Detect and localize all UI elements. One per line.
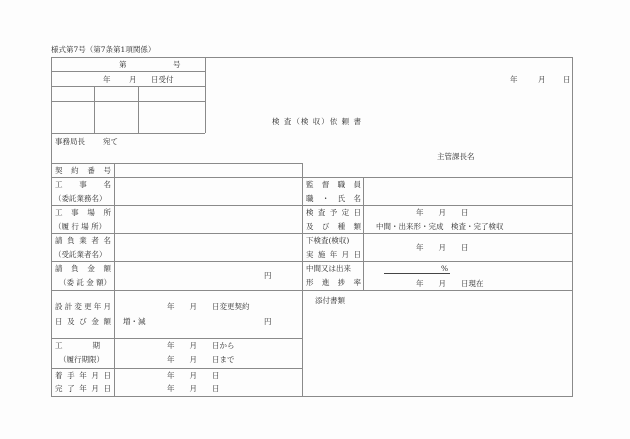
pre-inspect-field[interactable]	[364, 234, 572, 261]
receipt-year: 年	[103, 75, 111, 84]
label-work-name-sub: （委託業務名）	[54, 194, 107, 203]
label-work-place: 工 事 場 所	[55, 208, 111, 217]
addressee: 事務局長	[55, 137, 85, 146]
frame-bottom	[51, 396, 573, 397]
number-suffix: 号	[173, 60, 181, 69]
start-date-value: 年 月 日	[167, 371, 220, 380]
progress-pct-field[interactable]	[384, 262, 440, 273]
label-pre-inspect-sub: 実 施 年 月 日	[306, 250, 361, 259]
attachments-field[interactable]	[303, 306, 572, 396]
date-day: 日	[563, 75, 571, 84]
label-work-name: 工 事 名	[55, 180, 111, 189]
period-from: 年 月 日から	[167, 341, 235, 350]
pre-inspect-date: 年 月 日	[416, 243, 469, 252]
form-id: 様式第7号（第7条第1項関係）	[51, 45, 156, 54]
receipt-box-right	[205, 57, 206, 133]
label-design-change-sub: 日 及 び 金 額	[55, 317, 111, 326]
label-start-date: 着 手 年 月 日	[55, 371, 111, 380]
receipt-number-field[interactable]	[128, 58, 170, 70]
label-inspect-sched-sub: 及 び 種 類	[306, 222, 361, 231]
date-year: 年	[510, 75, 518, 84]
label-contract-no: 契 約 番 号	[55, 166, 111, 175]
attachments-label: 添付書類	[315, 296, 345, 305]
design-change-incdec: 増・減	[123, 317, 146, 326]
number-prefix: 第	[119, 60, 127, 69]
label-amount: 請 負 金 額	[55, 264, 111, 273]
period-to: 年 月 日まで	[167, 355, 235, 364]
label-supervisor: 監 督 職 員	[306, 180, 361, 189]
addressee-suffix: 宛て	[103, 137, 118, 146]
amount-unit: 円	[264, 271, 272, 280]
progress-underline	[384, 273, 450, 274]
supervisor-field[interactable]	[364, 178, 572, 205]
receipt-day: 日受付	[151, 75, 174, 84]
label-progress-sub: 形 進 捗 率	[306, 278, 361, 287]
stamp-cell-3[interactable]	[139, 102, 205, 133]
receipt-line	[51, 133, 205, 134]
date-month: 月	[538, 75, 546, 84]
label-period: 工 期	[55, 341, 100, 350]
stamp-cell-2[interactable]	[95, 102, 138, 133]
label-inspect-sched: 検 査 予 定 日	[306, 208, 361, 217]
label-pre-inspect: 下検査(検収)	[306, 236, 350, 245]
receipt-month: 月	[129, 75, 137, 84]
end-date-value: 年 月 日	[167, 384, 220, 393]
label-contractor: 請 負 業 者 名	[55, 236, 111, 245]
label-work-place-sub: （履 行 場 所）	[54, 222, 107, 231]
start-end-date-field[interactable]	[115, 369, 302, 396]
label-supervisor-sub: 職 ・ 氏 名	[306, 194, 361, 203]
label-progress: 中間又は出来	[306, 264, 351, 273]
design-change-field[interactable]	[115, 291, 302, 338]
inspect-sched-field[interactable]	[364, 206, 572, 233]
frame-right	[572, 57, 573, 396]
amount-field[interactable]	[115, 262, 260, 290]
inspect-sched-date: 年 月 日	[416, 208, 469, 217]
work-place-field[interactable]	[115, 206, 302, 233]
progress-pct: %	[441, 264, 449, 273]
label-contractor-sub: （受託業者名）	[54, 250, 107, 259]
inspect-types: 中間・出来形・完成 検査・完了検収	[376, 222, 504, 231]
period-field[interactable]	[115, 339, 302, 368]
label-amount-sub: （委 託 金 額）	[59, 278, 112, 287]
contract-no-field[interactable]	[115, 164, 302, 177]
label-design-change: 設 計 変 更 年 月	[55, 302, 111, 311]
label-period-sub: （履行期限）	[59, 355, 104, 364]
contractor-field[interactable]	[115, 234, 302, 261]
stamp-cell-1[interactable]	[52, 102, 94, 133]
page-title: 検 査（検 収）依 頼 書	[272, 117, 363, 126]
work-name-field[interactable]	[115, 178, 302, 205]
sender-name: 主管課長名	[437, 152, 475, 161]
design-change-date: 年 月 日変更契約	[167, 302, 250, 311]
receipt-line	[51, 71, 205, 72]
label-end-date: 完 了 年 月 日	[55, 384, 111, 393]
progress-date: 年 月 日現在	[416, 279, 484, 288]
receipt-line	[51, 86, 205, 87]
design-change-unit: 円	[264, 317, 272, 326]
